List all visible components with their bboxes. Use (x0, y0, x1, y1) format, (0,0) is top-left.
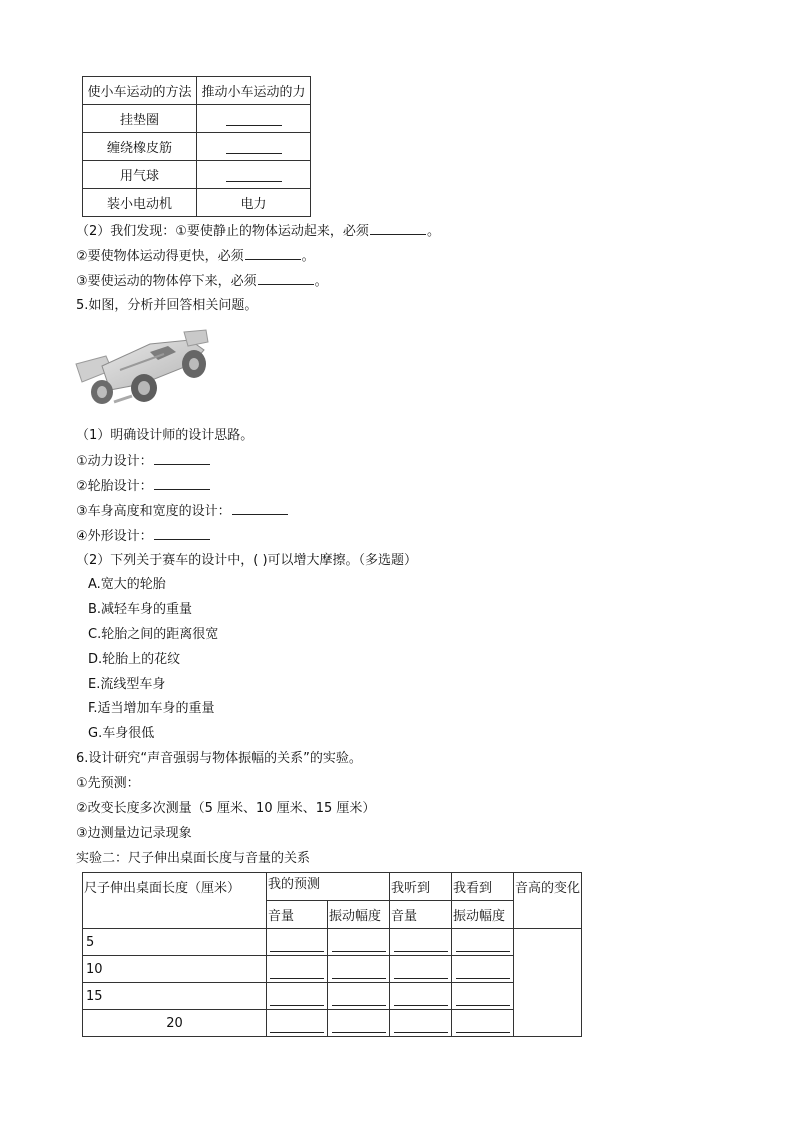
q4-text: 。 (314, 274, 328, 289)
length-cell: 20 (83, 1010, 267, 1037)
method-cell: 挂垫圈 (83, 105, 197, 133)
option-g[interactable]: G.车身很低 (88, 726, 155, 741)
length-cell: 10 (83, 956, 267, 983)
answer-blank[interactable] (456, 997, 510, 1006)
answer-cell[interactable] (328, 929, 390, 956)
q4-text: 。 (426, 224, 440, 239)
answer-blank[interactable] (154, 452, 210, 465)
q5-sub1: （1）明确设计师的设计思路。 (76, 428, 254, 443)
race-car-image (72, 326, 212, 414)
length-cell: 15 (83, 983, 267, 1010)
answer-cell[interactable] (267, 983, 328, 1010)
q6-step: ③边测量边记录现象 (76, 826, 192, 841)
answer-blank[interactable] (394, 970, 448, 979)
length-cell: 5 (83, 929, 267, 956)
answer-blank[interactable] (154, 477, 210, 490)
answer-blank[interactable] (394, 1024, 448, 1033)
table-row (83, 929, 582, 956)
answer-cell[interactable] (390, 983, 452, 1010)
table-header-force: 推动小车运动的力 (197, 77, 311, 105)
q5-title: 5.如图，分析并回答相关问题。 (76, 298, 258, 313)
q5-item (76, 477, 211, 496)
header-length: 尺子伸出桌面长度（厘米） (83, 873, 267, 929)
option-a[interactable]: A.宽大的轮胎 (88, 577, 166, 592)
table-row (83, 956, 582, 983)
table-header-row (83, 77, 311, 105)
table-header-method: 使小车运动的方法 (83, 77, 197, 105)
answer-cell[interactable] (390, 1010, 452, 1037)
answer-blank[interactable] (456, 943, 510, 952)
answer-blank[interactable] (245, 247, 301, 260)
table-row (83, 983, 582, 1010)
force-cell: 电力 (197, 189, 311, 217)
pitch-change-cell[interactable] (514, 929, 582, 1037)
answer-cell[interactable] (452, 956, 514, 983)
subheader-amplitude: 振动幅度 (452, 901, 514, 929)
experiment-title: 实验二：尺子伸出桌面长度与音量的关系 (76, 851, 311, 866)
option-d[interactable]: D.轮胎上的花纹 (88, 652, 181, 667)
answer-blank[interactable] (226, 111, 282, 126)
q5-item-label: ②轮胎设计： (76, 479, 153, 494)
method-cell: 用气球 (83, 161, 197, 189)
option-f[interactable]: F.适当增加车身的重量 (88, 701, 215, 716)
q5-item (76, 527, 211, 546)
method-cell: 缠绕橡皮筋 (83, 133, 197, 161)
answer-blank[interactable] (232, 502, 288, 515)
answer-blank[interactable] (394, 943, 448, 952)
answer-cell[interactable] (452, 1010, 514, 1037)
answer-cell[interactable] (390, 929, 452, 956)
answer-cell[interactable] (390, 956, 452, 983)
q4-text: ②要使物体运动得更快，必须 (76, 249, 244, 264)
answer-cell[interactable] (452, 983, 514, 1010)
q6-title: 6.设计研究“声音强弱与物体振幅的关系”的实验。 (76, 751, 362, 766)
subheader-amplitude: 振动幅度 (328, 901, 390, 929)
answer-cell[interactable] (267, 1010, 328, 1037)
answer-blank[interactable] (270, 943, 324, 952)
table-row (83, 1010, 582, 1037)
answer-blank[interactable] (270, 970, 324, 979)
q5-sub2: （2）下列关于赛车的设计中，( )可以增大摩擦。（多选题） (76, 553, 418, 568)
answer-cell[interactable] (267, 929, 328, 956)
answer-blank[interactable] (456, 1024, 510, 1033)
answer-blank[interactable] (270, 1024, 324, 1033)
q5-item-label: ④外形设计： (76, 529, 153, 544)
header-hear: 我听到 (390, 873, 452, 901)
force-cell[interactable] (197, 161, 311, 189)
force-cell[interactable] (197, 133, 311, 161)
subheader-volume: 音量 (267, 901, 328, 929)
answer-cell[interactable] (328, 983, 390, 1010)
answer-blank[interactable] (332, 1024, 386, 1033)
header-see: 我看到 (452, 873, 514, 901)
answer-cell[interactable] (328, 1010, 390, 1037)
q5-item-label: ③车身高度和宽度的设计： (76, 504, 231, 519)
q6-step: ①先预测： (76, 776, 140, 791)
ruler-volume-table (82, 872, 582, 1037)
force-cell[interactable] (197, 105, 311, 133)
force-table (82, 76, 311, 217)
answer-blank[interactable] (226, 139, 282, 154)
q4-p2-line3 (76, 272, 328, 291)
table-row (83, 189, 311, 217)
method-cell: 装小电动机 (83, 189, 197, 217)
subheader-volume: 音量 (390, 901, 452, 929)
answer-blank[interactable] (332, 970, 386, 979)
q4-p2-line1 (76, 222, 440, 241)
answer-blank[interactable] (154, 527, 210, 540)
answer-cell[interactable] (452, 929, 514, 956)
q4-text: ③要使运动的物体停下来，必须 (76, 274, 257, 289)
q5-item (76, 452, 211, 471)
option-c[interactable]: C.轮胎之间的距离很宽 (88, 627, 219, 642)
answer-blank[interactable] (226, 167, 282, 182)
q6-step: ②改变长度多次测量（5 厘米、10 厘米、15 厘米） (76, 801, 376, 816)
answer-blank[interactable] (332, 943, 386, 952)
answer-blank[interactable] (258, 272, 314, 285)
option-e[interactable]: E.流线型车身 (88, 677, 166, 692)
answer-blank[interactable] (270, 997, 324, 1006)
q4-text: （2）我们发现：①要使静止的物体运动起来，必须 (76, 224, 369, 239)
option-b[interactable]: B.减轻车身的重量 (88, 602, 193, 617)
answer-cell[interactable] (267, 956, 328, 983)
table-row (83, 161, 311, 189)
q5-item-label: ①动力设计： (76, 454, 153, 469)
table-row (83, 133, 311, 161)
header-pitch: 音高的变化 (514, 873, 582, 929)
answer-blank[interactable] (370, 222, 426, 235)
q4-text: 。 (301, 249, 315, 264)
q4-p2-line2 (76, 247, 315, 266)
header-predict: 我的预测 (267, 873, 390, 901)
answer-cell[interactable] (328, 956, 390, 983)
answer-blank[interactable] (332, 997, 386, 1006)
table-row (83, 105, 311, 133)
answer-blank[interactable] (456, 970, 510, 979)
q5-item (76, 502, 289, 521)
answer-blank[interactable] (394, 997, 448, 1006)
